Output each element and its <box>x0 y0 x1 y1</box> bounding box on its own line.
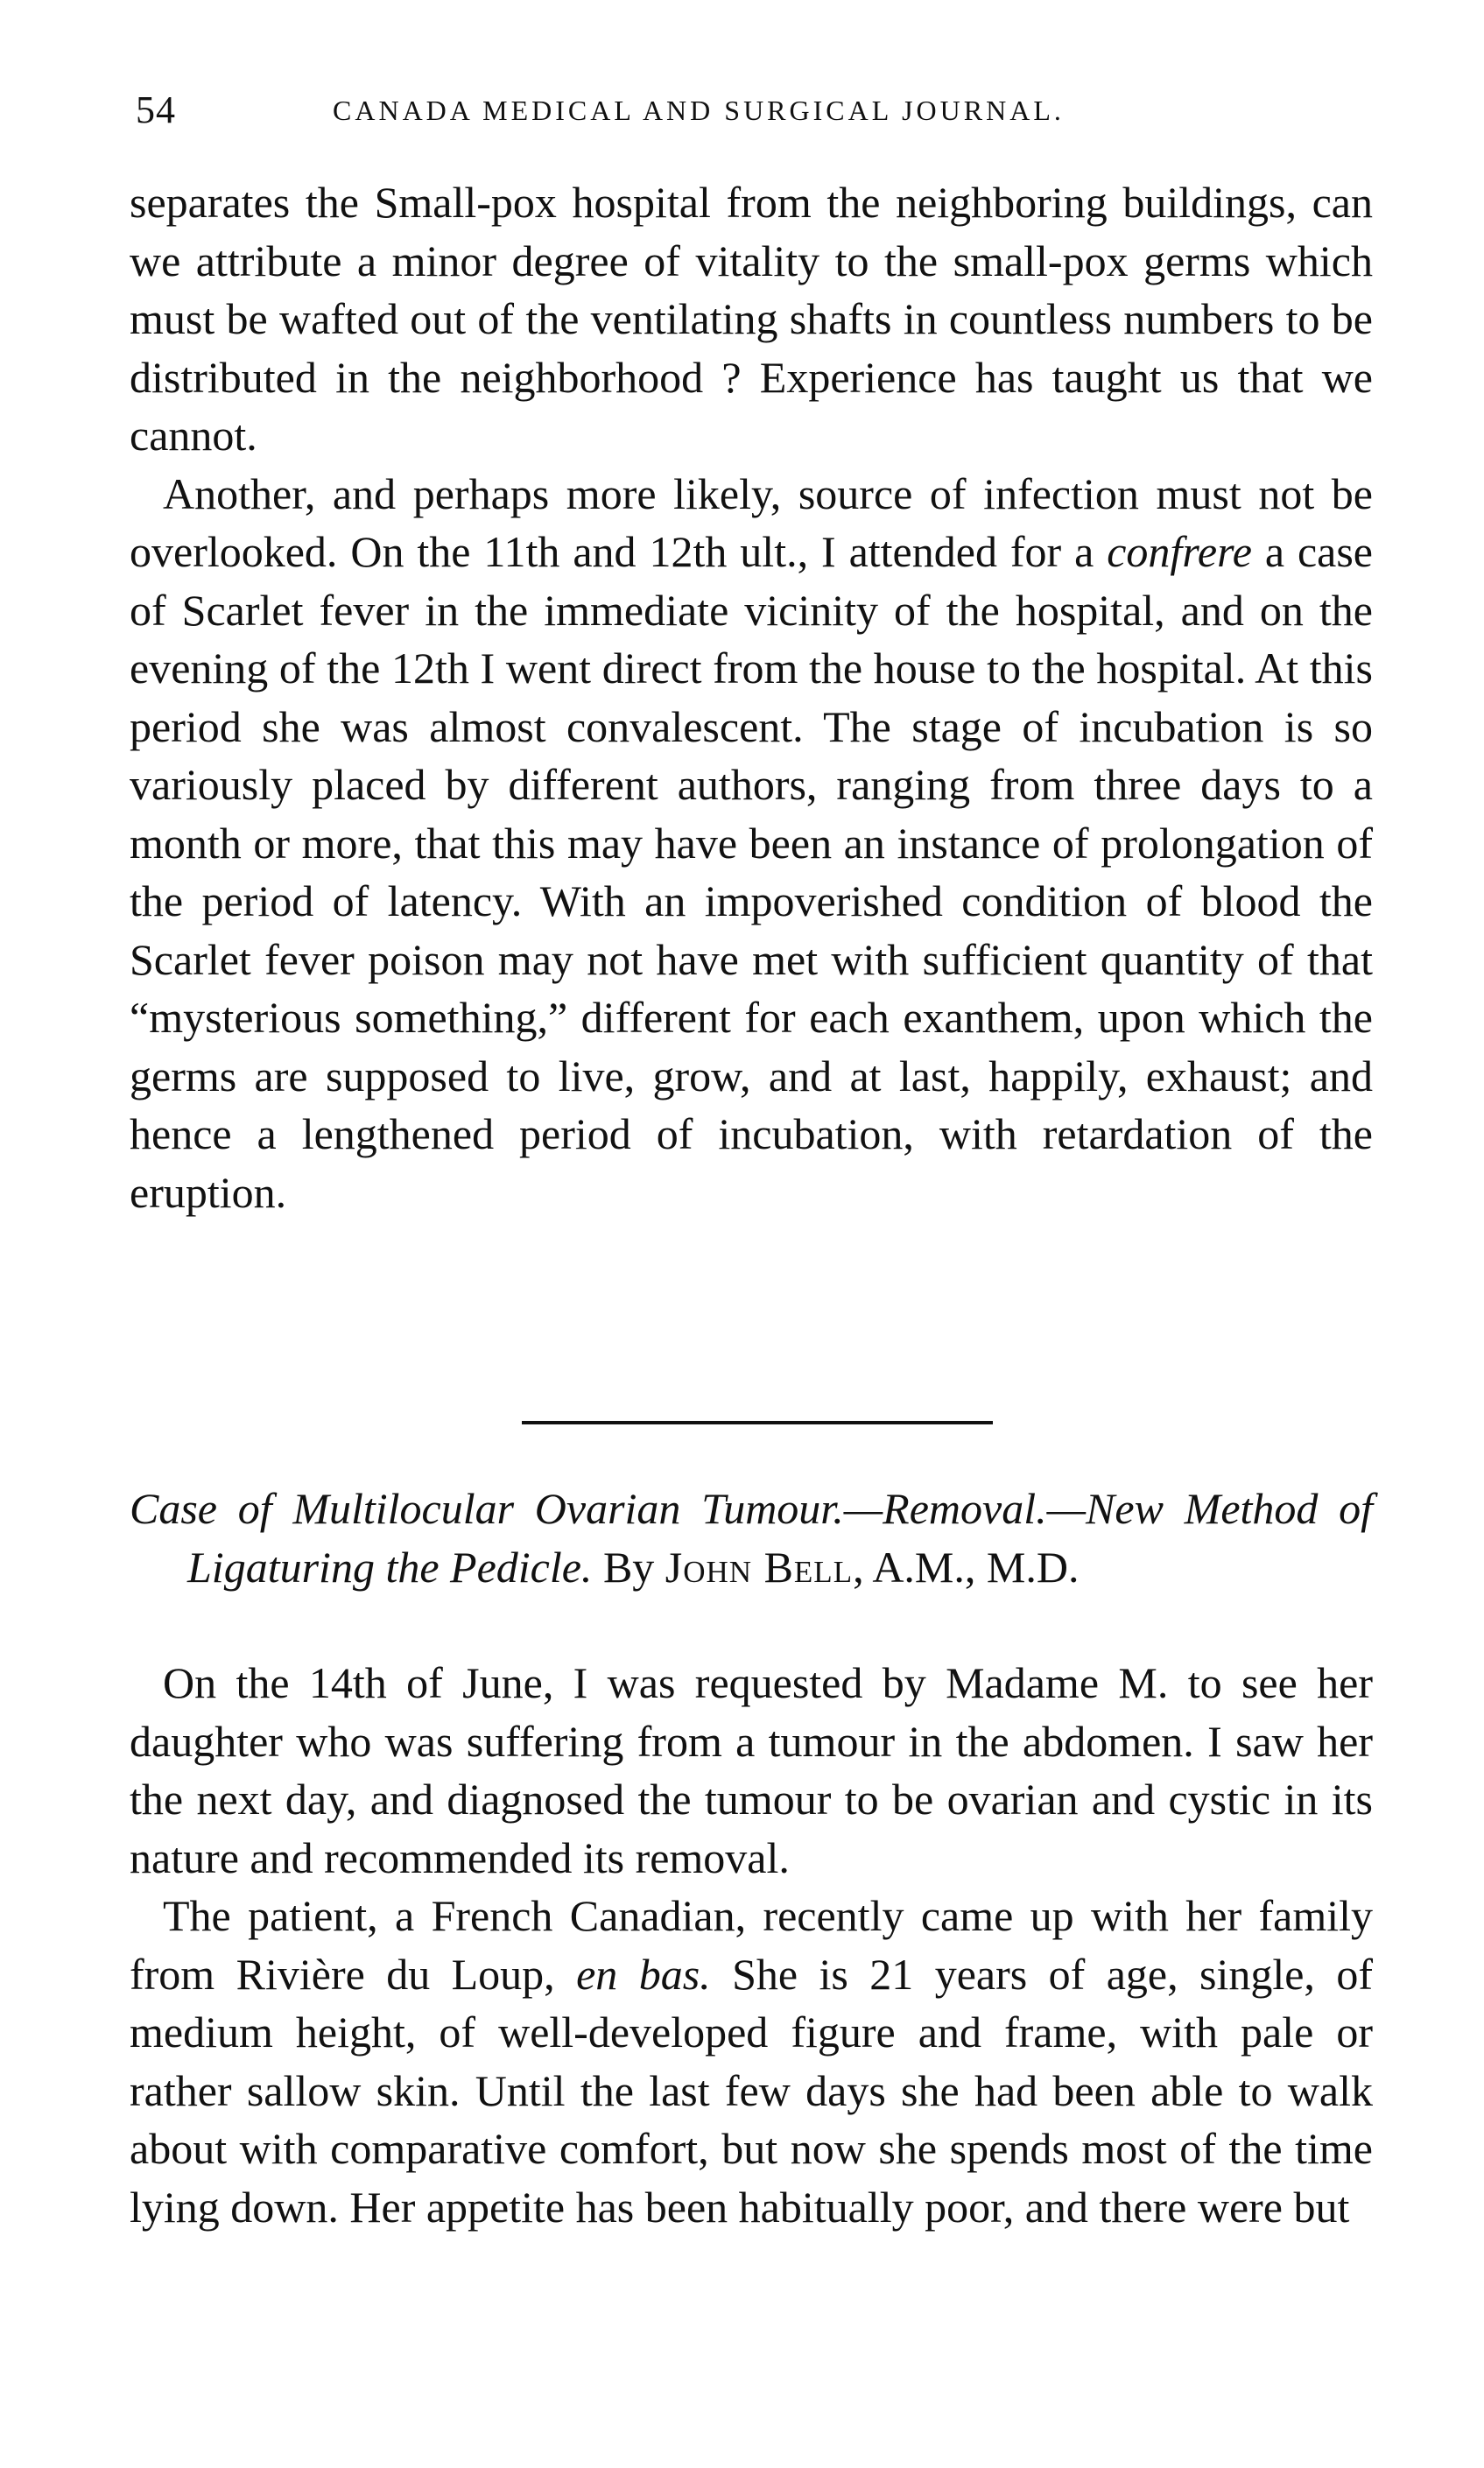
paragraph-consultation: On the 14th of June, I was requested by Madame M. to see her daughter who was suffering from a tumour in the abdomen. I saw her the next day, and diagnosed the tumour to be ovarian and cystic in its nature and recommended its removal. <box>130 1658 1373 1882</box>
author-degrees: , A.M., M.D. <box>853 1542 1080 1592</box>
paragraph-infection-source <box>130 465 1373 1222</box>
byline-by: By <box>592 1542 665 1592</box>
page-header <box>136 84 1361 137</box>
section-divider <box>522 1421 993 1424</box>
paragraph-text: a case of Scarlet fever in the immediate vicinity of the hospital, and on the evening of the 12th I went direct from the house to the hospital. At this period she was almost convalescent. The stage of incubation is so variously placed by different authors, ranging from three days to a month or more, that this may have been an instance of prolongation of the period of latency. With an impoverished condition of blood the Scarlet fever poison may not have met with sufficient quantity of that “mysterious something,” different for each exanthem, upon which the germs are supposed to live, grow, and at last, happily, exhaust; and hence a lengthened period of incubation, with retardation of the eruption. <box>130 527 1374 1217</box>
body-section-2 <box>130 1654 1373 2236</box>
page-number: 54 <box>136 88 176 131</box>
running-head: CANADA MEDICAL AND SURGICAL JOURNAL. <box>333 95 1065 126</box>
paragraph-text: The patient, a French Canadian, recently came up with her family from Rivière du Loup, <box>130 1891 1373 1999</box>
case-title: Case of Multilocular Ovarian Tumour.—Removal.—New Method of Ligaturing the Pedicle. <box>130 1484 1373 1592</box>
body-section-1 <box>130 173 1373 1221</box>
italic-term: en bas. <box>576 1949 711 1999</box>
author-name: John Bell <box>665 1542 854 1592</box>
paragraph-text: She is 21 years of age, single, of medium height, of well-developed figure and frame, with pale or rather sallow skin. Until the last few days she had been able to walk about with comparative comfort, but now she spends most of the time lying down. Her appetite has been habitually poor, and there were but <box>130 1949 1373 2232</box>
paragraph-continued: separates the Small-pox hospital from the neighboring buildings, can we attribute a minor degree of vitality to the small-pox germs which must be wafted out of the ventilating shafts in countless numbers to be distributed in the neighborhood ? Experience has taught us that we cannot. <box>130 178 1373 460</box>
paragraph-text: Another, and perhaps more likely, source of infection must not be overlooked. On the 11th and 12th ult., I attended for a <box>130 468 1373 576</box>
case-title-block <box>130 1480 1373 1596</box>
case-heading <box>130 1480 1373 1596</box>
paragraph-patient <box>130 1887 1373 2236</box>
italic-term: confrere <box>1107 527 1252 576</box>
